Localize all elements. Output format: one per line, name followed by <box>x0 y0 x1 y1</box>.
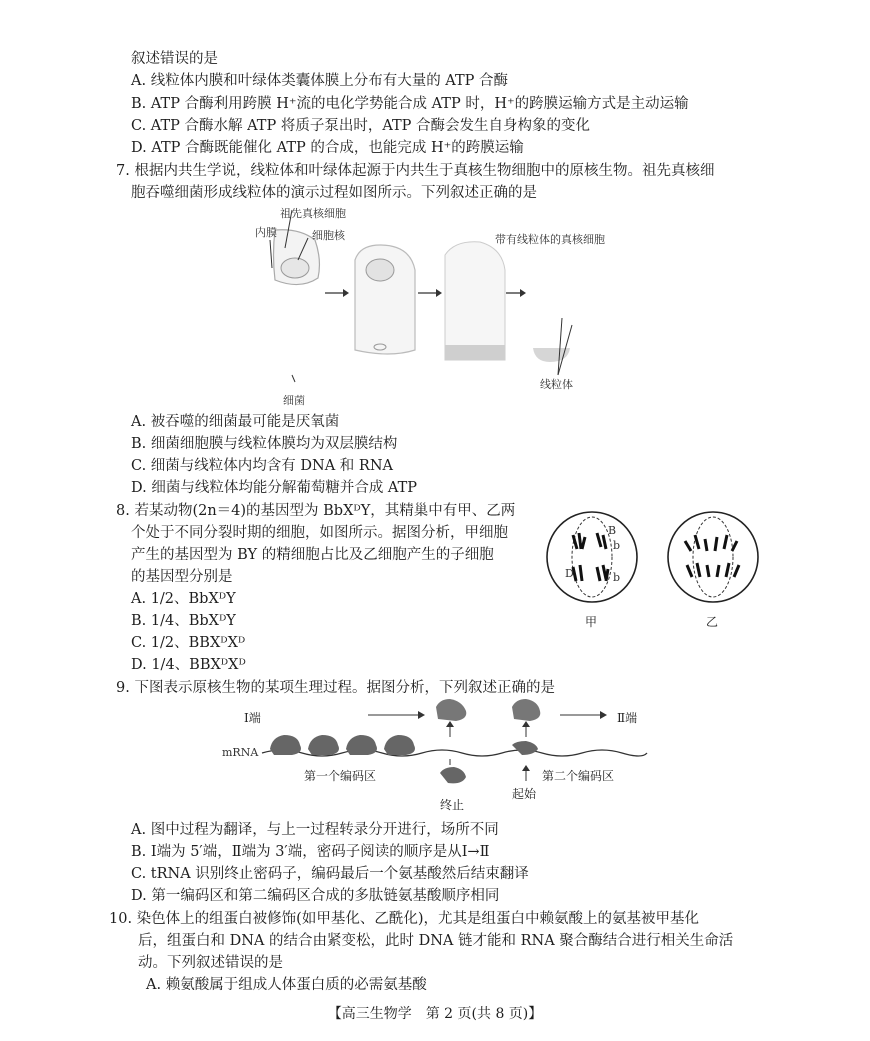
q9-option-b: B. Ⅰ端为 5′端，Ⅱ端为 3′端，密码子阅读的顺序是从Ⅰ→Ⅱ <box>131 844 490 860</box>
label-inner-membrane: 内膜 <box>255 226 277 239</box>
q6-option-b: B. ATP 合酶利用跨膜 H⁺流的电化学势能合成 ATP 时，H⁺的跨膜运输方式是主动运输 <box>131 96 689 112</box>
mitochondria-shape <box>533 348 570 362</box>
free-ribosome-subunit-3 <box>512 699 540 721</box>
label-bacteria: 细菌 <box>283 394 305 407</box>
q8-stem-line1: 8. 若某动物(2n＝4)的基因型为 BbXᴰY，其精巢中有甲、乙两 <box>116 503 516 519</box>
label-nucleus: 细胞核 <box>312 229 345 242</box>
chromosomes-yi-top <box>685 535 737 551</box>
q9-option-d: D. 第一编码区和第二编码区合成的多肽链氨基酸顺序相同 <box>131 888 500 904</box>
q8-option-a: A. 1/2、BbXᴰY <box>131 591 236 607</box>
cell-jia-outline <box>547 512 637 602</box>
cell-yi-spindle <box>693 517 733 597</box>
q6-option-d: D. ATP 合酶既能催化 ATP 的合成，也能完成 H⁺的跨膜运输 <box>131 140 524 156</box>
free-ribosome-subunit-2 <box>440 767 466 783</box>
ribosome-3 <box>346 735 377 755</box>
free-ribosome-subunit-1 <box>436 699 466 721</box>
ribosome-2 <box>308 735 339 755</box>
label-ancestor-cell: 祖先真核细胞 <box>280 207 346 220</box>
q10-stem-line2: 后，组蛋白和 DNA 的结合由紧变松，此时 DNA 链才能和 RNA 聚合酶结合进行相关生命活 <box>138 933 734 949</box>
q9-stem: 9. 下图表示原核生物的某项生理过程。据图分析，下列叙述正确的是 <box>116 680 555 696</box>
q8-stem-line3: 产生的基因型为 BY 的精细胞占比及乙细胞产生的子细胞 <box>131 547 494 563</box>
label-coding-region-1: 第一个编码区 <box>304 769 377 783</box>
q10-option-a: A. 赖氨酸属于组成人体蛋白质的必需氨基酸 <box>146 977 427 993</box>
q7-option-b: B. 细菌细胞膜与线粒体膜均为双层膜结构 <box>131 436 398 452</box>
label-end-1: Ⅰ端 <box>244 711 261 725</box>
q9-option-c: C. tRNA 识别终止密码子，编码最后一个氨基酸然后结束翻译 <box>131 866 529 882</box>
label-stop: 终止 <box>440 798 465 812</box>
label-cell-yi: 乙 <box>706 615 719 629</box>
q10-stem-line1: 10. 染色体上的组蛋白被修饰(如甲基化、乙酰化)，尤其是组蛋白中赖氨酸上的氨基被甲基化 <box>109 911 699 927</box>
q6-stem-tail: 叙述错误的是 <box>131 51 218 67</box>
cell-jia-spindle <box>572 517 612 597</box>
gene-label-D: D <box>565 567 574 580</box>
gene-label-b-lower: b <box>613 571 621 584</box>
q7-stem-line2: 胞吞噬细菌形成线粒体的演示过程如图所示。下列叙述正确的是 <box>131 185 537 201</box>
q7-figure <box>240 200 660 410</box>
label-end-2: Ⅱ端 <box>617 711 638 725</box>
q8-stem-line4: 的基因型分别是 <box>131 569 233 585</box>
q7-option-c: C. 细菌与线粒体内均含有 DNA 和 RNA <box>131 458 393 474</box>
label-coding-region-2: 第二个编码区 <box>542 769 615 783</box>
translation-diagram <box>222 697 650 817</box>
gene-label-b-upper: b <box>613 539 621 552</box>
q7-option-d: D. 细菌与线粒体均能分解葡萄糖并合成 ATP <box>131 480 418 496</box>
q7-stem-line1: 7. 根据内共生学说，线粒体和叶绿体起源于内共生于真核生物细胞中的原核生物。祖先真核细 <box>116 163 715 179</box>
cell-yi-outline <box>668 512 758 602</box>
inner-membrane-pointer <box>270 240 272 268</box>
q8-option-b: B. 1/4、BbXᴰY <box>131 613 236 629</box>
chromosome-jia-1 <box>573 533 585 549</box>
q8-option-c: C. 1/2、BBXᴰXᴰ <box>131 635 246 651</box>
cell3-mitochondrion-shape <box>445 345 505 360</box>
label-cell-jia: 甲 <box>585 615 598 629</box>
q6-option-c: C. ATP 合酶水解 ATP 将质子泵出时，ATP 合酶会发生自身构象的变化 <box>131 118 591 134</box>
q6-option-a: A. 线粒体内膜和叶绿体类囊体膜上分布有大量的 ATP 合酶 <box>131 73 509 89</box>
ribosome-1 <box>270 735 301 755</box>
ribosome-5 <box>512 741 538 755</box>
q8-figure <box>545 505 785 635</box>
q9-option-a: A. 图中过程为翻译，与上一过程转录分开进行，场所不同 <box>131 822 499 838</box>
label-mrna: mRNA <box>222 746 259 759</box>
label-result-cell: 带有线粒体的真核细胞 <box>495 233 605 246</box>
chromosome-jia-2 <box>597 533 606 549</box>
q9-figure <box>222 697 650 817</box>
q7-option-a: A. 被吞噬的细菌最可能是厌氧菌 <box>131 414 340 430</box>
cell2-nucleus-shape <box>366 259 394 281</box>
chromosome-jia-4 <box>597 565 608 581</box>
chromosome-jia-3 <box>573 565 582 581</box>
bacteria-pointer <box>292 375 295 382</box>
meiosis-cells-diagram <box>545 505 785 635</box>
q10-stem-line3: 动。下列叙述错误的是 <box>138 955 283 971</box>
q8-stem-line2: 个处于不同分裂时期的细胞，如图所示。据图分析，甲细胞 <box>131 525 508 541</box>
nucleus-shape <box>281 258 309 278</box>
gene-label-B: B <box>608 524 617 537</box>
label-start: 起始 <box>512 787 537 801</box>
ribosome-4 <box>384 735 415 755</box>
page-footer: 【高三生物学 第 2 页(共 8 页)】 <box>327 1006 543 1022</box>
label-mitochondria: 线粒体 <box>540 378 573 391</box>
q8-option-d: D. 1/4、BBXᴰXᴰ <box>131 657 246 673</box>
cell3-shape <box>445 242 505 360</box>
